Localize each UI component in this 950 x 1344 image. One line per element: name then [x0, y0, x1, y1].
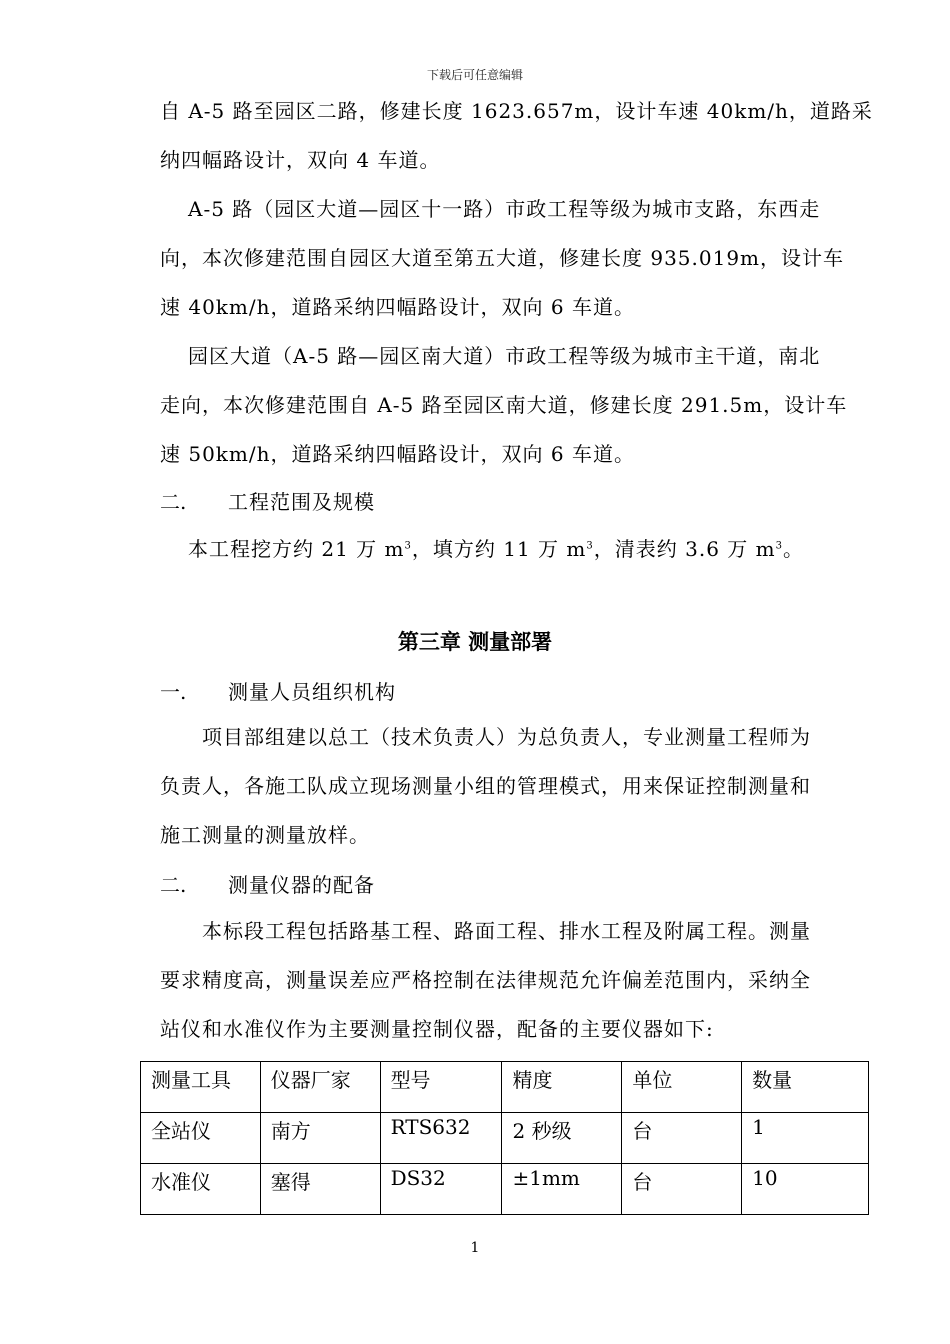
- table-cell: 南方: [260, 1113, 380, 1164]
- table-cell: 1: [742, 1113, 869, 1164]
- table-cell: 全站仪: [141, 1113, 261, 1164]
- table-header-cell: 数量: [742, 1062, 869, 1113]
- table-cell: DS32: [380, 1164, 502, 1215]
- paragraph-line: 纳四幅路设计，双向 4 车道。: [160, 148, 441, 172]
- table-cell: 台: [622, 1164, 742, 1215]
- section-title: 工程范围及规模: [228, 490, 375, 514]
- paragraph-line: 负责人，各施工队成立现场测量小组的管理模式，用来保证控制测量和: [160, 774, 811, 798]
- paragraph-line: 速 40km/h，道路采纳四幅路设计，双向 6 车道。: [160, 295, 635, 319]
- paragraph-line: 要求精度高，测量误差应严格控制在法律规范允许偏差范围内，采纳全: [160, 968, 811, 992]
- table-header-cell: 测量工具: [141, 1062, 261, 1113]
- table-cell: RTS632: [380, 1113, 502, 1164]
- section-number: 二.: [160, 490, 187, 514]
- section-title: 测量人员组织机构: [228, 680, 396, 704]
- instrument-table: [140, 1061, 869, 1215]
- table-row: [141, 1164, 869, 1215]
- paragraph-line: 速 50km/h，道路采纳四幅路设计，双向 6 车道。: [160, 442, 635, 466]
- table-cell: 10: [742, 1164, 869, 1215]
- paragraph-line: 项目部组建以总工（技术负责人）为总负责人，专业测量工程师为: [202, 725, 811, 749]
- table-cell: 塞得: [260, 1164, 380, 1215]
- scope-paragraph: 本工程挖方约 21 万 $m^3$，填方约 11 万 $m^3$，清表约 3.6 万 $m^3$。: [188, 537, 804, 561]
- section-number: 一.: [160, 680, 187, 704]
- paragraph-line: 走向，本次修建范围自 A-5 路至园区南大道，修建长度 291.5m，设计车: [160, 393, 848, 417]
- table-cell: 台: [622, 1113, 742, 1164]
- paragraph-line: 站仪和水准仪作为主要测量控制仪器，配备的主要仪器如下:: [160, 1017, 714, 1041]
- chapter-title: 第三章 测量部署: [397, 629, 553, 654]
- paragraph-line: A-5 路（园区大道—园区十一路）市政工程等级为城市支路，东西走: [188, 197, 821, 221]
- section-number: 二.: [160, 873, 187, 897]
- table-cell: 水准仪: [141, 1164, 261, 1215]
- table-header-row: [141, 1062, 869, 1113]
- table-cell: 2 秒级: [502, 1113, 622, 1164]
- table-header-cell: 仪器厂家: [260, 1062, 380, 1113]
- table-header-cell: 精度: [502, 1062, 622, 1113]
- paragraph-line: 向，本次修建范围自园区大道至第五大道，修建长度 935.019m，设计车: [160, 246, 845, 270]
- table-header-cell: 单位: [622, 1062, 742, 1113]
- table-row: [141, 1113, 869, 1164]
- paragraph-line: 施工测量的测量放样。: [160, 823, 370, 847]
- paragraph-line: 自 A-5 路至园区二路，修建长度 1623.657m，设计车速 40km/h，道路采: [160, 99, 873, 123]
- table-cell: ±1mm: [502, 1164, 622, 1215]
- section-title: 测量仪器的配备: [228, 873, 375, 897]
- paragraph-line: 本标段工程包括路基工程、路面工程、排水工程及附属工程。测量: [202, 919, 811, 943]
- page-header: 下载后可任意编辑: [426, 68, 523, 82]
- table-header-cell: 型号: [380, 1062, 502, 1113]
- paragraph-line: 园区大道（A-5 路—园区南大道）市政工程等级为城市主干道，南北: [188, 344, 821, 368]
- page-number: 1: [470, 1240, 480, 1256]
